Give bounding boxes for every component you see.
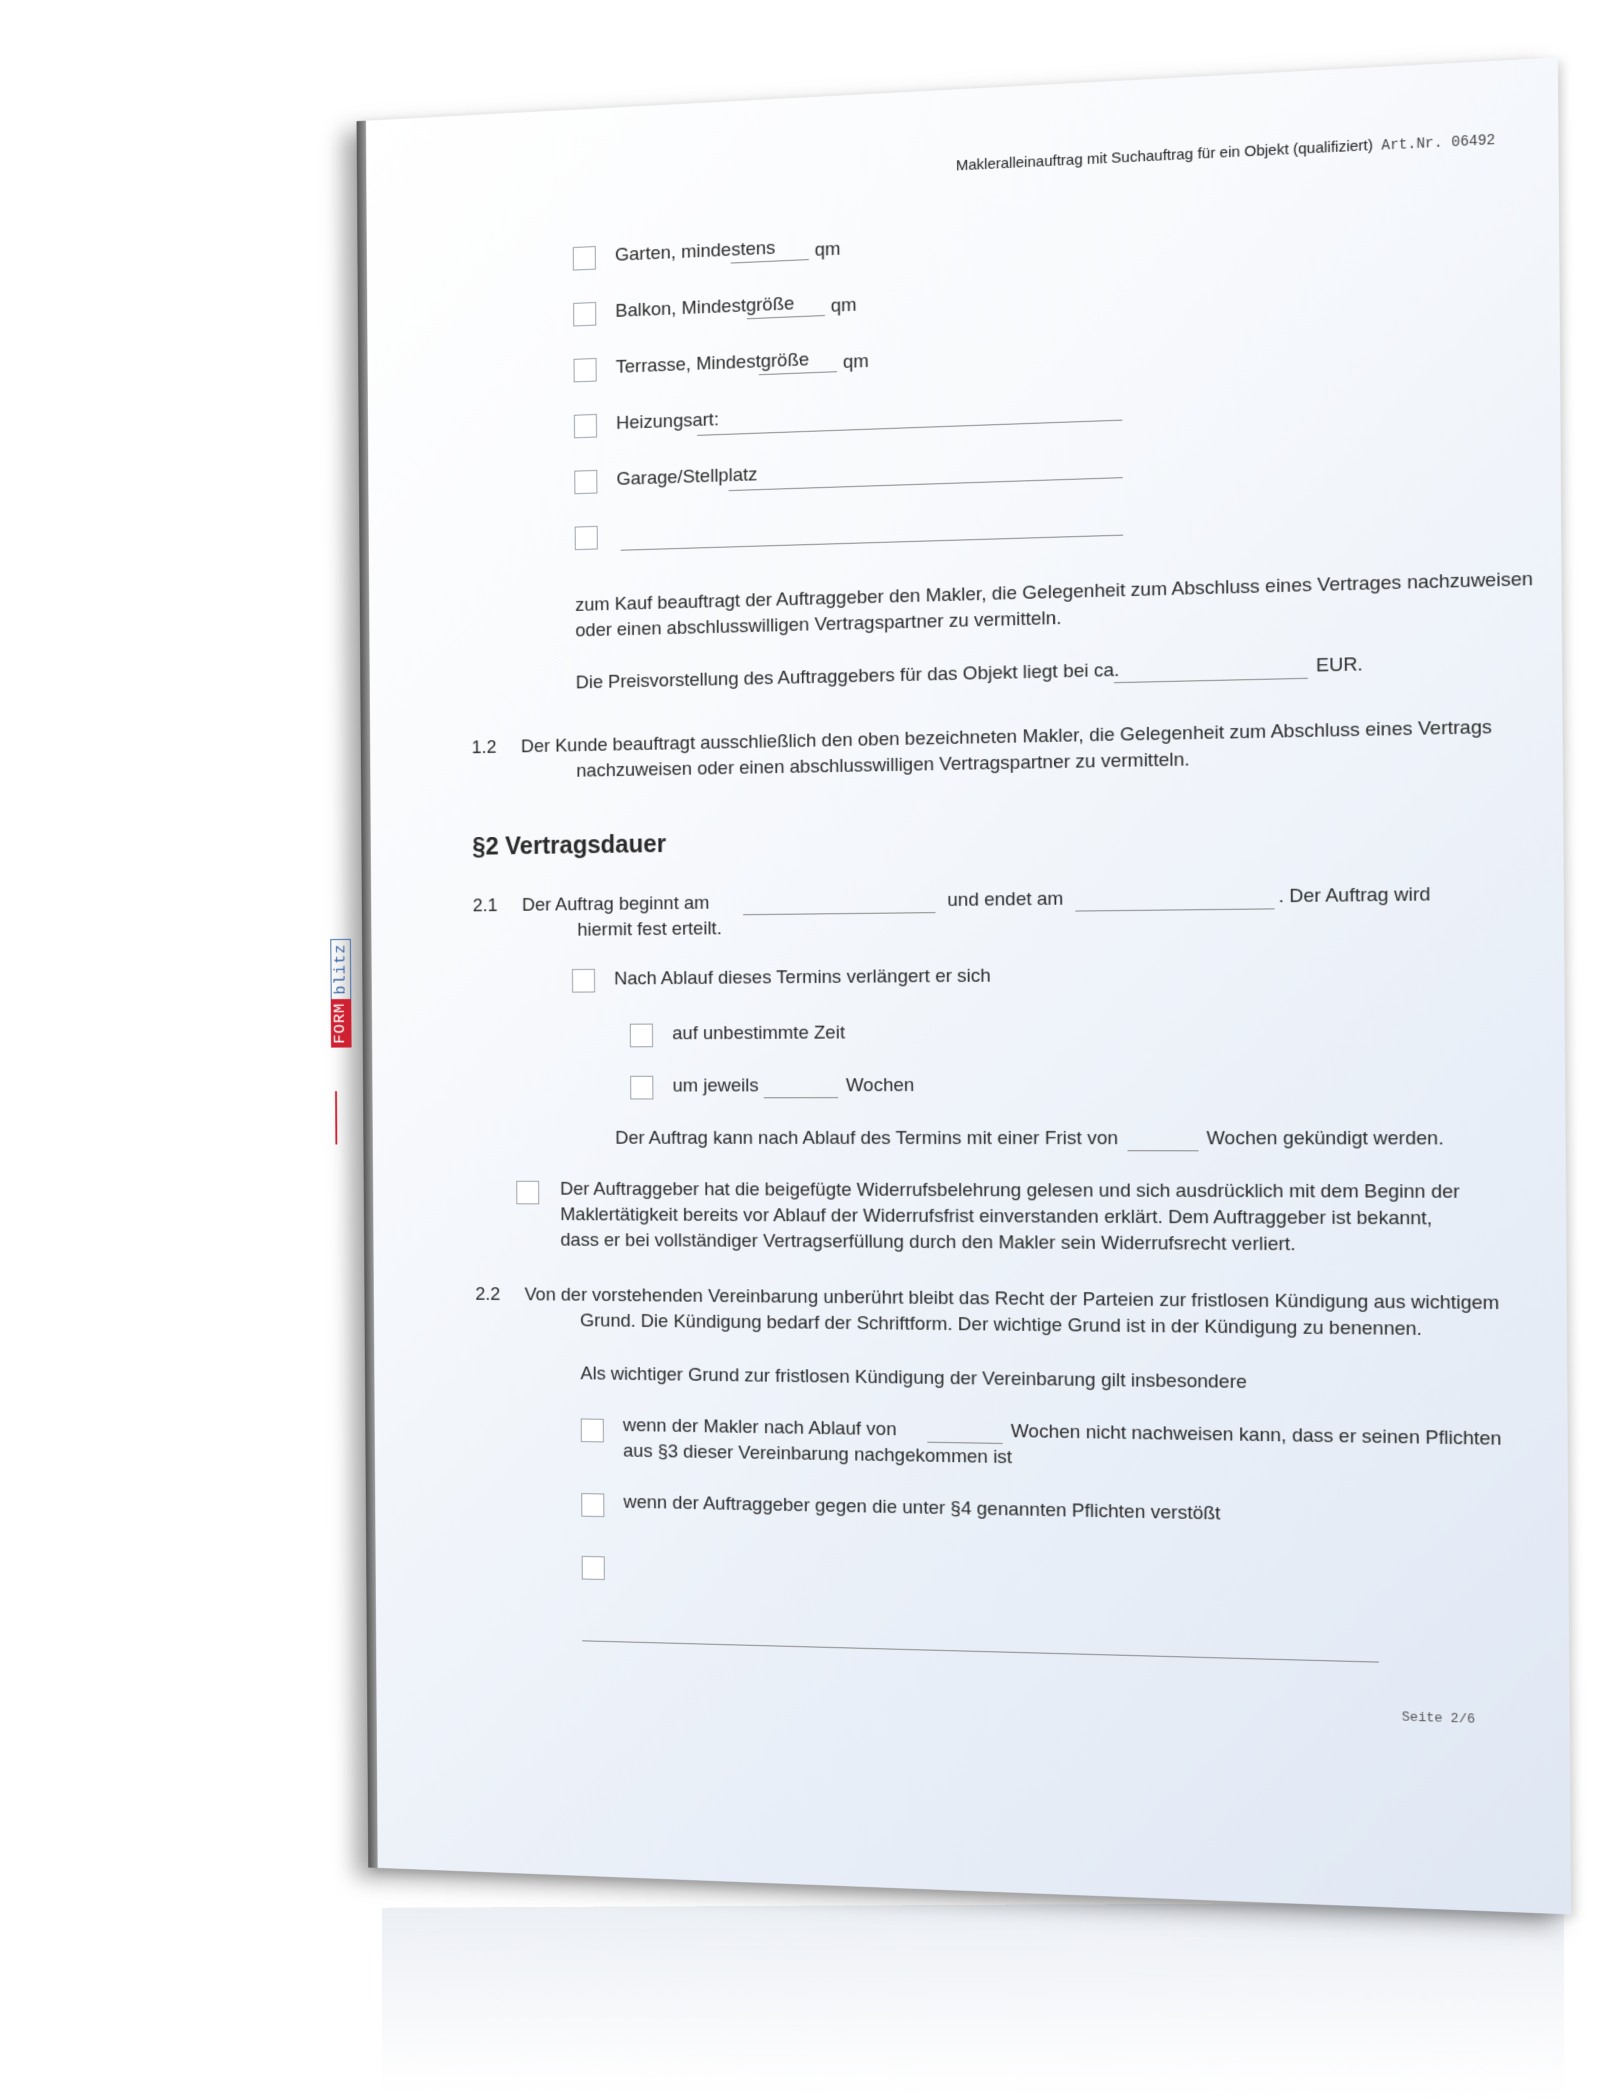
clause-1-2-line1: Der Kunde beauftragt ausschließlich den oben bezeichneten Makler, die Gelegenheit zum Abschluss eines Vertrags — [520, 716, 1492, 758]
clause-2-2-line2: Grund. Die Kündigung bedarf der Schriftform. Der wichtige Grund ist in der Kündigung zu benennen. — [580, 1310, 1423, 1341]
end-date-field[interactable] — [1075, 908, 1274, 911]
extension-checkbox[interactable] — [572, 969, 595, 993]
reason-other-field[interactable] — [582, 1640, 1379, 1662]
garden-unit: qm — [814, 238, 841, 261]
reason-broker-line2: aus §3 dieser Vereinbarung nachgekommen ist — [623, 1440, 1013, 1469]
heating-checkbox[interactable] — [574, 414, 597, 438]
formblitz-logo — [330, 939, 351, 1048]
other-feature-field[interactable] — [621, 535, 1123, 551]
reason-client-label: wenn der Auftraggeber gegen die unter §4 genannten Pflichten verstößt — [623, 1491, 1221, 1525]
indefinite-label: auf unbestimmte Zeit — [672, 1022, 846, 1045]
weekly-extension-field[interactable] — [764, 1097, 838, 1098]
clause-2-1-line2: hiermit fest erteilt. — [577, 918, 722, 941]
purchase-text-line1: zum Kauf beauftragt der Auftraggeber den Makler, die Gelegenheit zum Abschluss eines Vertrages nachzuweisen — [575, 568, 1533, 616]
garage-label: Garage/Stellplatz — [616, 464, 758, 490]
clause-2-2-number: 2.2 — [475, 1284, 501, 1305]
balcony-checkbox[interactable] — [573, 302, 596, 327]
terrace-checkbox[interactable] — [574, 358, 597, 382]
withdrawal-text-line3: dass er bei vollständiger Vertragserfüllung durch den Makler sein Widerrufsrecht verliert. — [560, 1229, 1296, 1256]
purchase-text-line2: oder einen abschlusswilligen Vertragspartner zu vermitteln. — [575, 607, 1062, 642]
withdrawal-text-line1: Der Auftraggeber hat die beigefügte Widerrufsbelehrung gelesen und sich ausdrücklich mit dem Beginn der — [560, 1178, 1460, 1203]
garden-label: Garten, mindestens — [614, 237, 776, 266]
logo-form-text: FORM — [331, 999, 352, 1048]
clause-2-1-number: 2.1 — [472, 895, 498, 917]
extension-label: Nach Ablauf dieses Termins verlängert er sich — [614, 965, 991, 990]
reason-client-checkbox[interactable] — [581, 1493, 604, 1517]
price-unit: EUR. — [1315, 654, 1363, 677]
clause-2-1-line1-end: . Der Auftrag wird — [1278, 884, 1431, 908]
terrace-label: Terrasse, Mindestgröße — [615, 349, 810, 378]
garage-field[interactable] — [729, 477, 1123, 491]
start-date-field[interactable] — [743, 912, 935, 915]
brand-accent-bar — [335, 1091, 337, 1144]
logo-blitz-text: blitz — [330, 939, 351, 999]
balcony-unit: qm — [830, 294, 857, 317]
document-page — [331, 57, 1572, 1914]
indefinite-checkbox[interactable] — [630, 1024, 653, 1048]
other-feature-checkbox[interactable] — [575, 526, 598, 550]
document-title: Makleralleinauftrag mit Suchauftrag für ein Objekt (qualifiziert) — [955, 136, 1374, 175]
section-2-heading: §2 Vertragsdauer — [472, 830, 667, 861]
garage-checkbox[interactable] — [574, 470, 597, 494]
termination-reasons-intro: Als wichtiger Grund zur fristlosen Kündigung der Vereinbarung gilt insbesondere — [580, 1363, 1247, 1394]
start-date-label: Der Auftrag beginnt am — [521, 892, 710, 916]
reason-other-checkbox[interactable] — [582, 1556, 605, 1580]
reason-broker-weeks-field[interactable] — [927, 1442, 1003, 1444]
notice-period-field[interactable] — [1127, 1150, 1198, 1151]
withdrawal-consent-checkbox[interactable] — [516, 1181, 539, 1205]
notice-period-suffix: Wochen gekündigt werden. — [1206, 1128, 1444, 1150]
weekly-extension-prefix: um jeweils — [672, 1075, 759, 1097]
garden-checkbox[interactable] — [573, 246, 596, 271]
heating-label: Heizungsart: — [616, 409, 720, 434]
balcony-label: Balkon, Mindestgröße — [615, 293, 795, 322]
heating-field[interactable] — [697, 420, 1122, 436]
clause-1-2-number: 1.2 — [471, 737, 497, 759]
page-reflection — [382, 1902, 1564, 2098]
reason-broker-prefix: wenn der Makler nach Ablauf von — [622, 1415, 897, 1441]
page-number: Seite 2/6 — [1401, 1709, 1476, 1727]
end-date-label: und endet am — [947, 888, 1064, 911]
price-label: Die Preisvorstellung des Auftraggebers für das Objekt liegt bei ca. — [575, 659, 1120, 694]
terrace-unit: qm — [842, 351, 869, 373]
reason-broker-suffix: Wochen nicht nachweisen kann, dass er seinen Pflichten — [1010, 1420, 1502, 1450]
weekly-extension-suffix: Wochen — [845, 1075, 915, 1097]
clause-2-2-line1: Von der vorstehenden Vereinbarung unberührt bleibt das Recht der Parteien zur fristlosen Kündigung aus wichtigem — [524, 1284, 1500, 1315]
withdrawal-text-line2: Maklertätigkeit bereits vor Ablauf der Widerrufsfrist einverstanden erklärt. Dem Auftraggeber ist bekannt, — [560, 1204, 1433, 1230]
notice-period-prefix: Der Auftrag kann nach Ablauf des Termins mit einer Frist von — [615, 1127, 1119, 1150]
weekly-extension-checkbox[interactable] — [630, 1076, 653, 1100]
price-field[interactable] — [1114, 678, 1308, 683]
reason-broker-checkbox[interactable] — [581, 1418, 604, 1442]
document-header — [956, 131, 1495, 176]
article-number: Art.Nr. 06492 — [1381, 132, 1496, 155]
clause-1-2-line2: nachzuweisen oder einen abschlusswilligen Vertragspartner zu vermitteln. — [576, 749, 1190, 782]
